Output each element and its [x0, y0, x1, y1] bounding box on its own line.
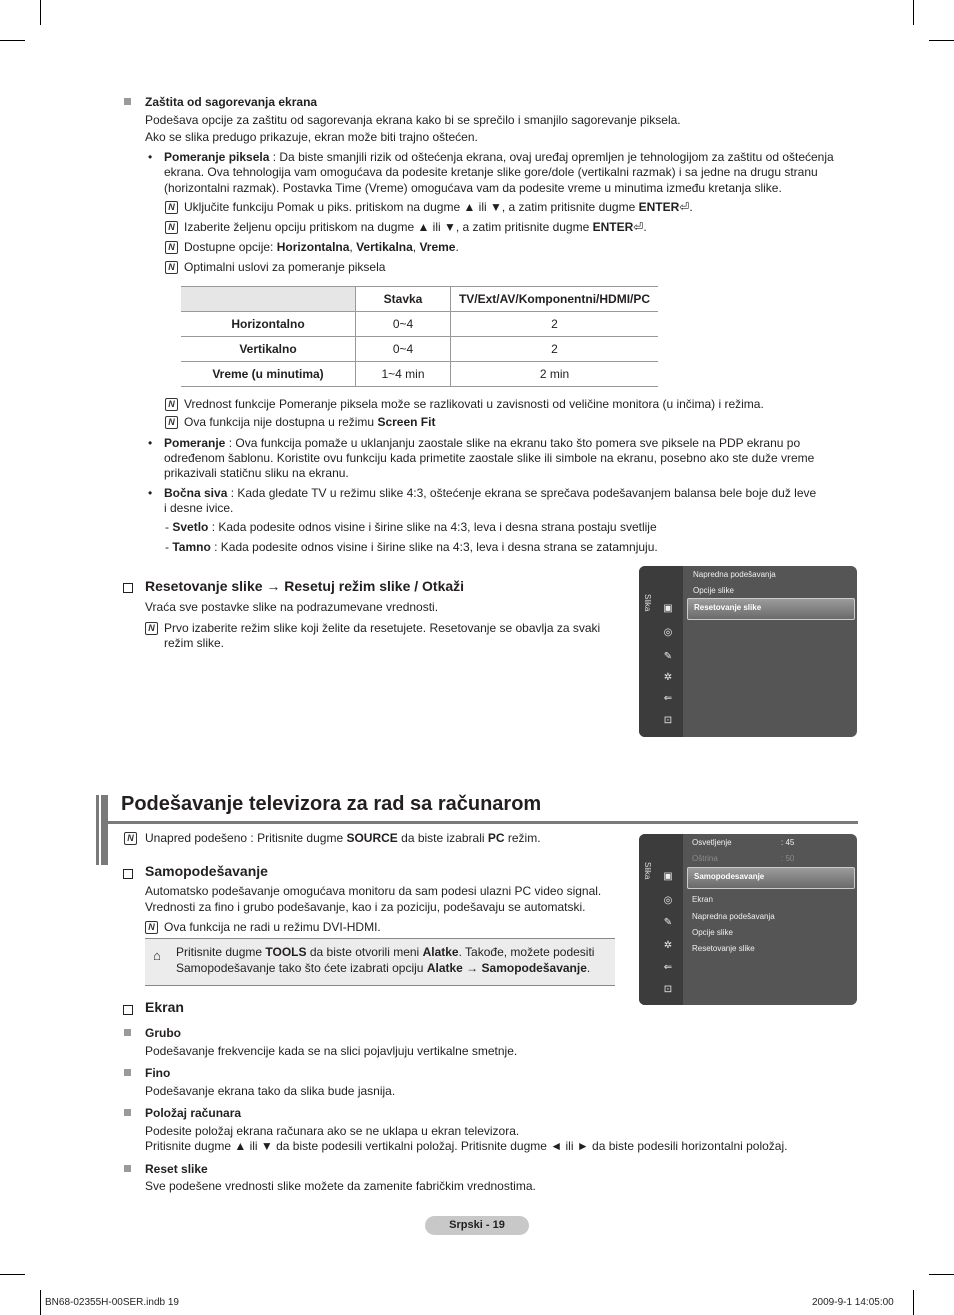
bullet-text: Pomeranje : Ova funkcija pomaže u uklanjanju zaostale slike na ekranu tako što pomera sve piksele na PDP ekranu po — [164, 436, 801, 450]
item-title: Položaj računara — [145, 1106, 242, 1120]
menu-item-value: : 50 — [781, 854, 795, 863]
box-bullet — [123, 583, 133, 593]
setup-icon: ✲ — [663, 940, 673, 951]
section-text: Vraća sve postavke slike na podrazumevane vrednosti. — [145, 600, 439, 614]
title-bar-accent — [96, 795, 99, 865]
menu-item[interactable]: Opcije slike — [692, 928, 733, 937]
item-text: Podesite položaj ekrana računara ako se ne uklapa u ekran televizora. — [145, 1124, 520, 1138]
table-row — [181, 312, 658, 337]
note-text: Dostupne opcije: Horizontalna, Vertikalna, Vreme. — [184, 240, 459, 254]
crop-mark — [0, 1274, 25, 1275]
table-cell: 1~4 min — [356, 362, 451, 387]
bullet-dot: • — [148, 436, 153, 450]
note-icon: N — [165, 201, 178, 214]
footer-file: BN68-02355H-00SER.indb 19 — [45, 1297, 179, 1308]
note-icon: N — [165, 416, 178, 429]
bullet-text: Bočna siva : Kada gledate TV u režimu slike 4:3, oštećenje ekrana se sprečava podešavanjem balansa bele boje duž leve — [164, 486, 817, 500]
table-header-cell: TV/Ext/AV/Komponentni/HDMI/PC — [451, 287, 659, 312]
tip-text: Pritisnite dugme TOOLS da biste otvorili meni Alatke. Takođe, možete podesiti — [176, 945, 595, 959]
crop-mark — [929, 1274, 954, 1275]
menu-item[interactable]: Napredna podešavanja — [693, 570, 776, 579]
item-title: Reset slike — [145, 1162, 208, 1176]
tools-icon: ⌂ — [153, 948, 161, 963]
square-bullet — [124, 98, 131, 105]
title-bar-accent — [101, 795, 108, 865]
menu-sidebar — [639, 834, 683, 1005]
square-bullet — [124, 1069, 131, 1076]
menu-item[interactable]: Oštrina — [692, 854, 718, 863]
menu-item[interactable]: Osvetljenje — [692, 838, 732, 847]
page-number: Srpski - 19 — [449, 1219, 505, 1231]
enter-icon: ⏎ — [679, 200, 690, 214]
bullet-dot: • — [148, 486, 153, 500]
note-text: Ova funkcija nije dostupna u režimu Screen Fit — [184, 415, 436, 429]
sound-icon: ◎ — [663, 895, 673, 906]
table-header-row — [181, 287, 658, 312]
menu-item[interactable]: Opcije slike — [693, 586, 734, 595]
square-bullet — [124, 1029, 131, 1036]
note-text: Vrednost funkcije Pomeranje piksela može se razlikovati u zavisnosti od veličine monitora (u inčima) i režima. — [184, 397, 764, 411]
section-heading: Zaštita od sagorevanja ekrana — [145, 95, 318, 109]
section-text: Podešava opcije za zaštitu od sagorevanja ekrana kako bi se sprečilo i smanjilo sagorevanje piksela. — [145, 113, 681, 127]
note-text: Ova funkcija ne radi u režimu DVI-HDMI. — [164, 920, 381, 934]
title-underline — [108, 821, 858, 824]
item-text: Podešavanje ekrana tako da slika bude jasnija. — [145, 1084, 396, 1098]
note-text: režim slike. — [164, 636, 225, 650]
bullet-dot: • — [148, 150, 153, 164]
menu-sidebar — [639, 566, 683, 737]
square-bullet — [124, 1109, 131, 1116]
table-cell: 2 — [451, 337, 659, 362]
table-cell: Vreme (u minutima) — [181, 362, 356, 387]
bullet-text: Pomeranje piksela : Da biste smanjili rizik od oštećenja ekrana, ovaj uređaj opremljen je tehnologijom za zaštitu od oštećenja — [164, 150, 834, 164]
section-text: Vrednosti za fino i grubo podešavanje, kao i za poziciju, podešavaju se automatski. — [145, 900, 586, 914]
item-text: Sve podešene vrednosti slike možete da zamenite fabričkim vrednostima. — [145, 1179, 536, 1193]
note-icon: N — [145, 921, 158, 934]
menu-item[interactable]: Napredna podešavanja — [692, 912, 775, 921]
table-cell: 0~4 — [356, 337, 451, 362]
tv-menu-picture-reset — [639, 566, 857, 737]
section-text: Automatsko podešavanje omogućava monitoru da sam podesi ulazni PC video signal. — [145, 884, 602, 898]
bullet-text: određenom šablonu. Koristite ovu funkciju kada primetite zaostale slike ili simbole na ekranu, posebno ako ste duže vreme — [164, 451, 815, 465]
pixel-shift-table — [181, 286, 658, 387]
note-icon: N — [165, 261, 178, 274]
picture-icon: ▣ — [663, 871, 673, 882]
note-icon: N — [165, 398, 178, 411]
menu-side-label: Slika — [643, 862, 652, 880]
menu-item-selected[interactable] — [687, 867, 855, 889]
tools-tip-box — [145, 938, 615, 986]
dash-item: - Tamno : Kada podesite odnos visine i širine slike na 4:3, leva i desna strana se zatamnjuju. — [165, 540, 658, 554]
bullet-text: ekrana. Ova tehnologija vam omogućava da podesite kretanje slike gore/dole (vertikalni razmak) i sa jedne na drugu stranu — [164, 165, 818, 179]
input-icon: ⇐ — [663, 962, 673, 973]
section-heading: Samopodešavanje — [145, 863, 268, 879]
note-text: Uključite funkciju Pomak u piks. pritiskom na dugme ▲ ili ▼, a zatim pritisnite dugme ENTER⏎. — [184, 200, 693, 214]
note-text: Prvo izaberite režim slike koji želite da resetujete. Resetovanje se obavlja za svaki — [164, 621, 601, 635]
table-cell: Horizontalno — [181, 312, 356, 337]
enter-icon: ⏎ — [633, 220, 644, 234]
section-heading: Resetovanje slike → Resetuj režim slike / Otkaži — [145, 578, 465, 594]
item-title: Grubo — [145, 1026, 181, 1040]
box-bullet — [123, 869, 133, 879]
table-cell: 2 min — [451, 362, 659, 387]
support-icon: ⊡ — [663, 984, 673, 995]
sound-icon: ◎ — [663, 627, 673, 638]
tv-menu-auto-adjust — [639, 834, 857, 1005]
setup-icon: ✲ — [663, 672, 673, 683]
menu-item-selected-label: Samopodesavanje — [694, 872, 765, 881]
box-bullet — [123, 1005, 133, 1015]
channel-icon: ✎ — [663, 651, 673, 662]
picture-icon: ▣ — [663, 603, 673, 614]
note-text: Unapred podešeno : Pritisnite dugme SOURCE da biste izabrali PC režim. — [145, 831, 541, 845]
tip-text: Samopodešavanje tako što ćete izabrati opciju Alatke → Samopodešavanje. — [176, 961, 591, 975]
menu-item[interactable]: Ekran — [692, 895, 713, 904]
crop-mark — [40, 0, 41, 25]
section-text: Ako se slika predugo prikazuje, ekran može biti trajno oštećen. — [145, 130, 478, 144]
crop-mark — [913, 1290, 914, 1315]
item-text: Podešavanje frekvencije kada se na slici pojavljuju vertikalne smetnje. — [145, 1044, 518, 1058]
item-text: Pritisnite dugme ▲ ili ▼ da biste podesili vertikalni položaj. Pritisnite dugme ◄ ili ► da biste podesili horizontalni položaj. — [145, 1139, 788, 1153]
dash-item: - Svetlo : Kada podesite odnos visine i širine slike na 4:3, leva i desna strana postaju svetlije — [165, 520, 657, 534]
section-heading: Ekran — [145, 999, 184, 1015]
table-row — [181, 337, 658, 362]
menu-item-selected-label: Resetovanje slike — [694, 603, 762, 612]
note-icon: N — [165, 241, 178, 254]
table-cell: 0~4 — [356, 312, 451, 337]
table-cell: 2 — [451, 312, 659, 337]
table-row — [181, 362, 658, 387]
bullet-text: prikazivali statičnu sliku na ekranu. — [164, 466, 349, 480]
channel-icon: ✎ — [663, 917, 673, 928]
menu-item[interactable]: Resetovanje slike — [692, 944, 755, 953]
crop-mark — [929, 40, 954, 41]
menu-item-selected[interactable] — [687, 598, 855, 620]
page-title: Podešavanje televizora za rad sa računarom — [121, 793, 542, 815]
table-header-cell: Stavka — [356, 287, 451, 312]
note-icon: N — [145, 622, 158, 635]
note-text: Izaberite željenu opciju pritiskom na dugme ▲ ili ▼, a zatim pritisnite dugme ENTER⏎. — [184, 220, 647, 234]
bullet-text: i desne ivice. — [164, 501, 234, 515]
note-text: Optimalni uslovi za pomeranje piksela — [184, 260, 386, 274]
input-icon: ⇐ — [663, 693, 673, 704]
square-bullet — [124, 1165, 131, 1172]
note-icon: N — [124, 832, 137, 845]
table-cell: Vertikalno — [181, 337, 356, 362]
item-title: Fino — [145, 1066, 171, 1080]
crop-mark — [0, 40, 25, 41]
crop-mark — [913, 0, 914, 25]
support-icon: ⊡ — [663, 715, 673, 726]
table-header-cell — [181, 287, 356, 312]
footer-date: 2009-9-1 14:05:00 — [812, 1297, 894, 1308]
crop-mark — [40, 1290, 41, 1315]
note-icon: N — [165, 221, 178, 234]
bullet-text: (horizontalni razmak). Postavka Time (Vreme) omogućava vam da podesite vreme u minutima između kretanja slike. — [164, 181, 782, 195]
menu-side-label: Slika — [643, 594, 652, 612]
menu-item-value: : 45 — [781, 838, 795, 847]
